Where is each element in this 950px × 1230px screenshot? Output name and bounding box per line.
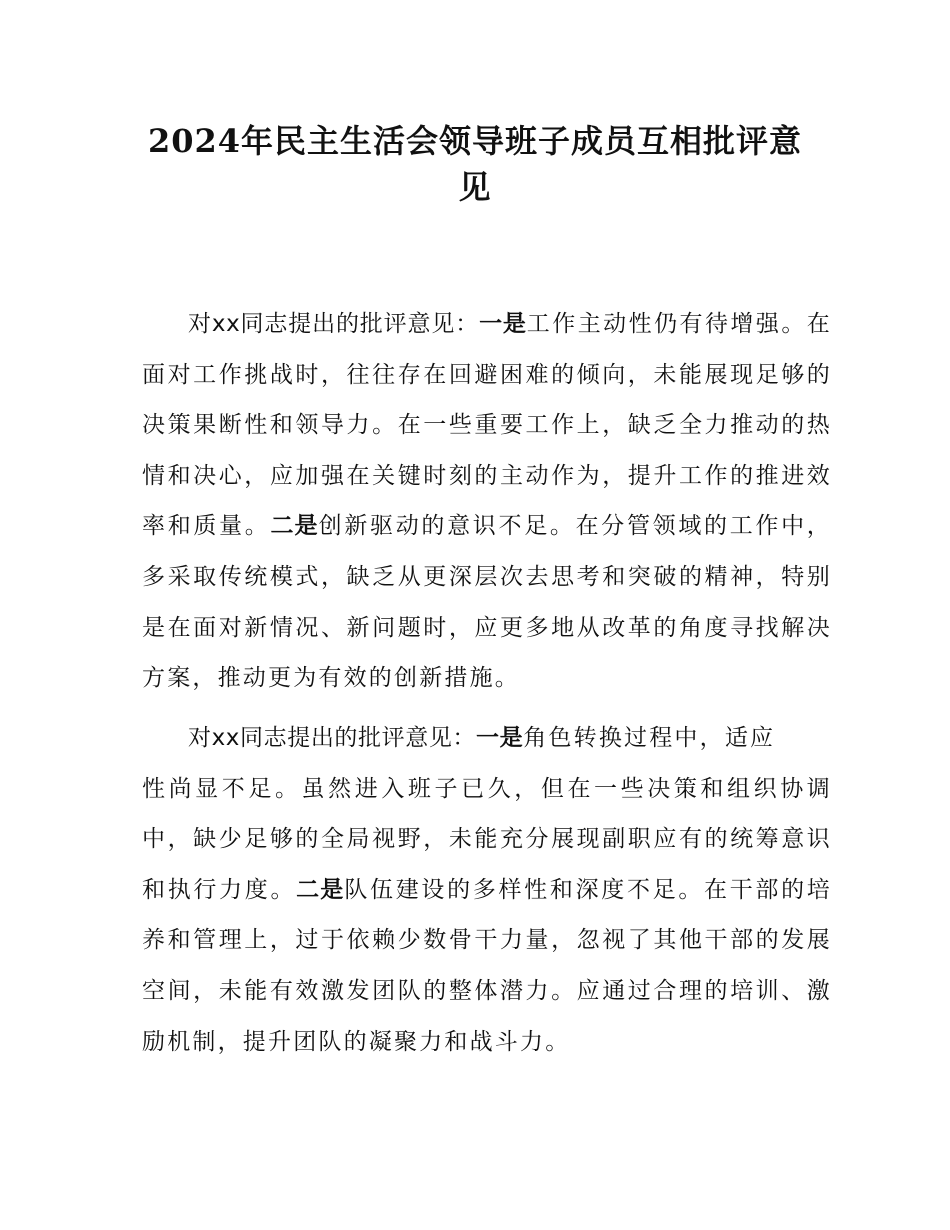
section-2-point-1-text-part-1: 角色转换过程中，适应 (523, 725, 776, 751)
section-1-point-1-marker: 一是 (479, 311, 527, 337)
document-title-line-2: 见 (458, 168, 492, 206)
document-title-line-1: 2024年民主生活会领导班子成员互相批评意 (147, 122, 803, 160)
section-2-point-1-text-part-2: 性尚显不足。虽然进入班子已久，但在一些决策和组织协调中，缺少足够的全局视野，未能充分展现副职应有的统筹意识和执行力度。 (142, 775, 832, 903)
section-1-point-2-text: 创新驱动的意识不足。在分管领域的工作中，多采取传统模式，缺乏从更深层次去思考和突破的精神，特别是在面对新情况、新问题时，应更多地从改革的角度寻找解决方案，推动更为有效的创新措施。 (142, 513, 833, 692)
document-title (140, 118, 810, 210)
section-1-point-1-text: 工作主动性仍有待增强。在面对工作挑战时，往往存在回避困难的倾向，未能展现足够的决策果断性和领导力。在一些重要工作上，缺乏全力推动的热情和决心，应加强在关键时刻的主动作为，提升工作的推进效率和质量。 (142, 311, 832, 540)
section-2-point-2-text: 队伍建设的多样性和深度不足。在干部的培养和管理上，过于依赖少数骨干力量，忽视了其他干部的发展空间，未能有效激发团队的整体潜力。应通过合理的培训、激励机制，提升团队的凝聚力和战斗力。 (142, 876, 832, 1055)
section-1-lead: 对xx同志提出的批评意见： (188, 311, 480, 337)
section-1-point-2-marker: 二是 (270, 513, 319, 540)
section-2-lead: 对xx同志提出的批评意见： (188, 725, 477, 751)
section-2-point-2-marker: 二是 (296, 876, 345, 903)
criticism-section-2 (142, 713, 832, 1067)
section-2-point-1-marker: 一是 (476, 725, 524, 751)
criticism-section-1 (142, 299, 832, 704)
